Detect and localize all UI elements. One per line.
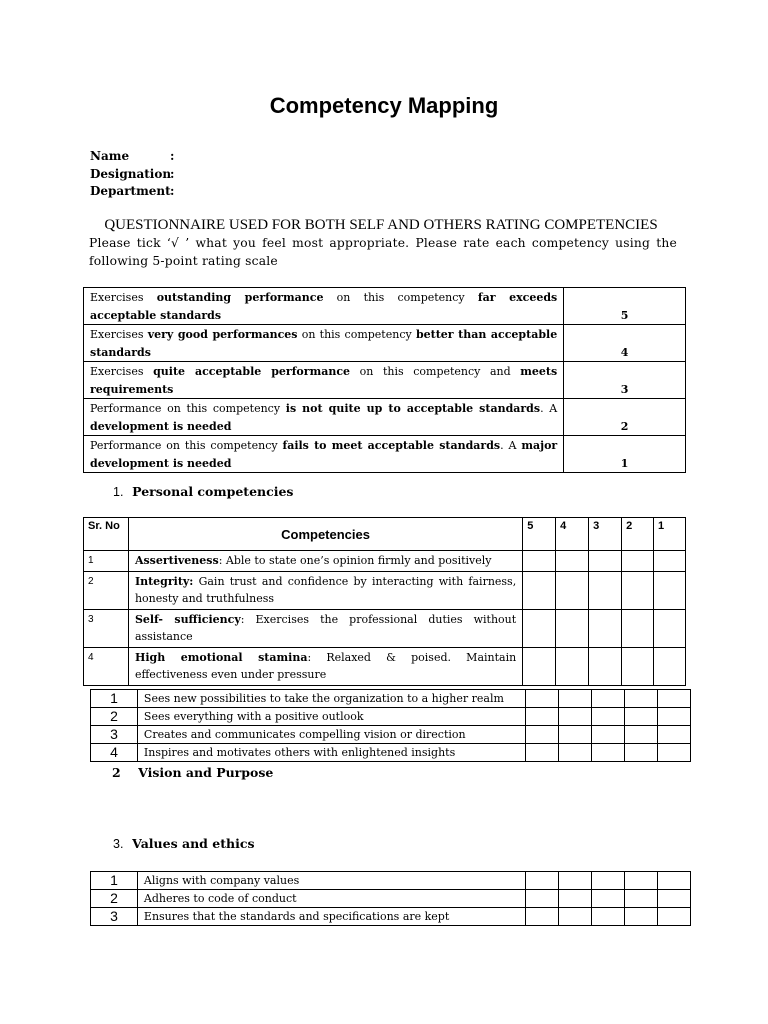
rating-checkbox-cell[interactable]: [658, 890, 691, 908]
rating-checkbox-cell[interactable]: [559, 890, 592, 908]
rating-checkbox-cell[interactable]: [654, 647, 686, 685]
scale-description: [84, 436, 564, 473]
scale-row: [84, 436, 686, 473]
department-separator: :: [170, 184, 175, 198]
scale-emphasis: is not quite up to acceptable standards: [285, 402, 541, 415]
rating-checkbox-cell[interactable]: [589, 551, 622, 572]
scale-row: [84, 288, 686, 325]
rating-checkbox-cell[interactable]: [658, 872, 691, 890]
item-number: 1: [91, 690, 138, 708]
rating-checkbox-cell[interactable]: [523, 609, 556, 647]
sr-no-cell: 1: [84, 551, 129, 572]
scale-row: [84, 399, 686, 436]
instructions-text: Please tick ‘√ ’ what you feel most appropriate. Please rate each competency using the following 5-point rating scale: [89, 236, 677, 268]
scale-text: Performance on this competency: [90, 439, 283, 452]
item-number: 2: [91, 890, 138, 908]
rating-checkbox-cell[interactable]: [625, 872, 658, 890]
item-number: 1: [91, 872, 138, 890]
scale-text: Exercises: [90, 365, 154, 378]
list-row: [91, 872, 691, 890]
scale-value: 5: [564, 288, 686, 325]
section-number: 3.: [113, 837, 124, 851]
section-vision-purpose: [112, 765, 273, 780]
sr-no-cell: 4: [84, 647, 129, 685]
rating-checkbox-cell[interactable]: [625, 690, 658, 708]
item-number: 3: [91, 726, 138, 744]
rating-checkbox-cell[interactable]: [658, 744, 691, 762]
rating-checkbox-cell[interactable]: [523, 647, 556, 685]
rating-checkbox-cell[interactable]: [589, 571, 622, 609]
scale-emphasis: far exceeds acceptable standards: [90, 291, 558, 322]
personal-competencies-table: [83, 517, 686, 686]
rating-checkbox-cell[interactable]: [556, 609, 589, 647]
scale-text: . A: [540, 402, 558, 415]
table-row: [84, 609, 686, 647]
designation-row: [90, 166, 174, 184]
scale-emphasis: outstanding performance: [156, 291, 324, 304]
competency-name: Self- sufficiency: [134, 612, 241, 626]
rating-checkbox-cell[interactable]: [556, 571, 589, 609]
section-number: 2: [112, 765, 121, 780]
rating-checkbox-cell[interactable]: [592, 872, 625, 890]
rating-scale-table: [83, 287, 686, 473]
rating-checkbox-cell[interactable]: [622, 647, 654, 685]
sr-no-cell: 3: [84, 609, 129, 647]
rating-checkbox-cell[interactable]: [523, 551, 556, 572]
scale-description: [84, 325, 564, 362]
list-row: [91, 708, 691, 726]
competency-description: Gain trust and confidence by interacting with fairness, honesty and truthfulness: [134, 574, 517, 605]
competency-description: : Relaxed & poised. Maintain effectiveness even under pressure: [134, 650, 517, 681]
competency-description: : Able to state one’s opinion firmly and positively: [218, 554, 492, 567]
section-title: Personal competencies: [132, 484, 294, 499]
rating-checkbox-cell[interactable]: [592, 744, 625, 762]
rating-checkbox-cell[interactable]: [556, 647, 589, 685]
rating-header: 5: [523, 518, 556, 551]
rating-checkbox-cell[interactable]: [625, 744, 658, 762]
scale-emphasis: development is needed: [90, 419, 232, 433]
scale-value: 1: [564, 436, 686, 473]
rating-header: 3: [589, 518, 622, 551]
rating-checkbox-cell[interactable]: [589, 647, 622, 685]
name-label: Name: [90, 149, 130, 163]
rating-checkbox-cell[interactable]: [559, 744, 592, 762]
scale-emphasis: very good performances: [147, 328, 298, 341]
section-title: Values and ethics: [132, 836, 255, 851]
rating-checkbox-cell[interactable]: [658, 908, 691, 926]
rating-checkbox-cell[interactable]: [625, 890, 658, 908]
item-text: Sees everything with a positive outlook: [137, 708, 525, 726]
scale-emphasis: fails to meet acceptable standards: [282, 439, 501, 452]
competency-name: Assertiveness: [134, 554, 219, 567]
rating-checkbox-cell[interactable]: [526, 908, 559, 926]
scale-text: on this competency and: [350, 365, 521, 378]
competency-cell: [128, 551, 522, 572]
list-row: [91, 890, 691, 908]
scale-text: Exercises: [90, 291, 157, 304]
values-ethics-table: [90, 871, 691, 926]
scale-description: [84, 362, 564, 399]
scale-value: 3: [564, 362, 686, 399]
scale-text: Exercises: [90, 328, 148, 341]
competency-cell: [128, 571, 522, 609]
scale-description: [84, 399, 564, 436]
scale-description: [84, 288, 564, 325]
questionnaire-heading: QUESTIONNAIRE USED FOR BOTH SELF AND OTHERS RATING COMPETENCIES: [104, 217, 658, 233]
rating-checkbox-cell[interactable]: [625, 708, 658, 726]
sr-no-header: Sr. No: [84, 518, 129, 551]
competency-name: High emotional stamina: [134, 650, 308, 664]
rating-checkbox-cell[interactable]: [625, 726, 658, 744]
rating-header: 4: [556, 518, 589, 551]
scale-value: 2: [564, 399, 686, 436]
name-row: [90, 148, 174, 166]
rating-checkbox-cell[interactable]: [559, 908, 592, 926]
list-row: [91, 726, 691, 744]
rating-checkbox-cell[interactable]: [559, 872, 592, 890]
section-personal-competencies: [113, 484, 293, 499]
vision-purpose-table: [90, 689, 691, 762]
scale-row: [84, 325, 686, 362]
rating-header: 1: [654, 518, 686, 551]
competency-cell: [128, 609, 522, 647]
table-row: [84, 647, 686, 685]
table-row: [84, 571, 686, 609]
list-row: [91, 690, 691, 708]
item-text: Adheres to code of conduct: [137, 890, 525, 908]
item-text: Creates and communicates compelling vision or direction: [137, 726, 525, 744]
rating-checkbox-cell[interactable]: [625, 908, 658, 926]
item-text: Ensures that the standards and specifications are kept: [137, 908, 525, 926]
scale-emphasis: quite acceptable performance: [153, 365, 351, 378]
item-number: 3: [91, 908, 138, 926]
scale-emphasis: meets requirements: [90, 365, 558, 396]
rating-checkbox-cell[interactable]: [556, 551, 589, 572]
item-text: Aligns with company values: [137, 872, 525, 890]
rating-checkbox-cell[interactable]: [559, 690, 592, 708]
competency-description: : Exercises the professional duties without assistance: [134, 612, 517, 643]
designation-label: Designation: [90, 166, 172, 181]
section-values-ethics: [113, 836, 254, 851]
rating-checkbox-cell[interactable]: [589, 609, 622, 647]
section-title: Vision and Purpose: [138, 765, 274, 780]
rating-checkbox-cell[interactable]: [526, 690, 559, 708]
rating-checkbox-cell[interactable]: [526, 708, 559, 726]
rating-checkbox-cell[interactable]: [526, 890, 559, 908]
item-number: 2: [91, 708, 138, 726]
rating-header: 2: [622, 518, 654, 551]
rating-checkbox-cell[interactable]: [559, 726, 592, 744]
rating-checkbox-cell[interactable]: [658, 708, 691, 726]
department-row: [90, 183, 174, 201]
scale-text: Performance on this competency: [90, 402, 286, 415]
page-title: Competency Mapping: [269, 93, 499, 118]
rating-checkbox-cell[interactable]: [622, 551, 654, 572]
competency-name: Integrity:: [134, 574, 194, 588]
table-row: [84, 551, 686, 572]
scale-emphasis: better than acceptable standards: [90, 328, 558, 359]
department-label: Department: [90, 184, 171, 198]
rating-checkbox-cell[interactable]: [658, 726, 691, 744]
rating-checkbox-cell[interactable]: [526, 744, 559, 762]
scale-text: . A: [500, 439, 522, 452]
rating-checkbox-cell[interactable]: [658, 690, 691, 708]
rating-checkbox-cell[interactable]: [654, 551, 686, 572]
designation-separator: :: [170, 166, 175, 181]
item-text: Sees new possibilities to take the organization to a higher realm: [137, 690, 525, 708]
list-row: [91, 908, 691, 926]
rating-checkbox-cell[interactable]: [622, 571, 654, 609]
rating-checkbox-cell[interactable]: [592, 708, 625, 726]
scale-emphasis: major development is needed: [90, 439, 558, 470]
name-separator: :: [170, 149, 175, 163]
competency-cell: [128, 647, 522, 685]
rating-checkbox-cell[interactable]: [523, 571, 556, 609]
employee-details: [90, 148, 174, 201]
scale-text: on this competency: [323, 291, 478, 304]
sr-no-cell: 2: [84, 571, 129, 609]
rating-checkbox-cell[interactable]: [526, 872, 559, 890]
section-number: 1.: [113, 485, 124, 499]
scale-text: on this competency: [297, 328, 416, 341]
rating-checkbox-cell[interactable]: [622, 609, 654, 647]
scale-row: [84, 362, 686, 399]
rating-checkbox-cell[interactable]: [592, 908, 625, 926]
list-row: [91, 744, 691, 762]
rating-checkbox-cell[interactable]: [592, 890, 625, 908]
rating-checkbox-cell[interactable]: [654, 609, 686, 647]
rating-checkbox-cell[interactable]: [592, 726, 625, 744]
competencies-header: Competencies: [128, 518, 522, 551]
rating-checkbox-cell[interactable]: [559, 708, 592, 726]
scale-value: 4: [564, 325, 686, 362]
item-number: 4: [91, 744, 138, 762]
rating-checkbox-cell[interactable]: [526, 726, 559, 744]
rating-checkbox-cell[interactable]: [654, 571, 686, 609]
table-header-row: [84, 518, 686, 551]
item-text: Inspires and motivates others with enlightened insights: [137, 744, 525, 762]
rating-checkbox-cell[interactable]: [592, 690, 625, 708]
